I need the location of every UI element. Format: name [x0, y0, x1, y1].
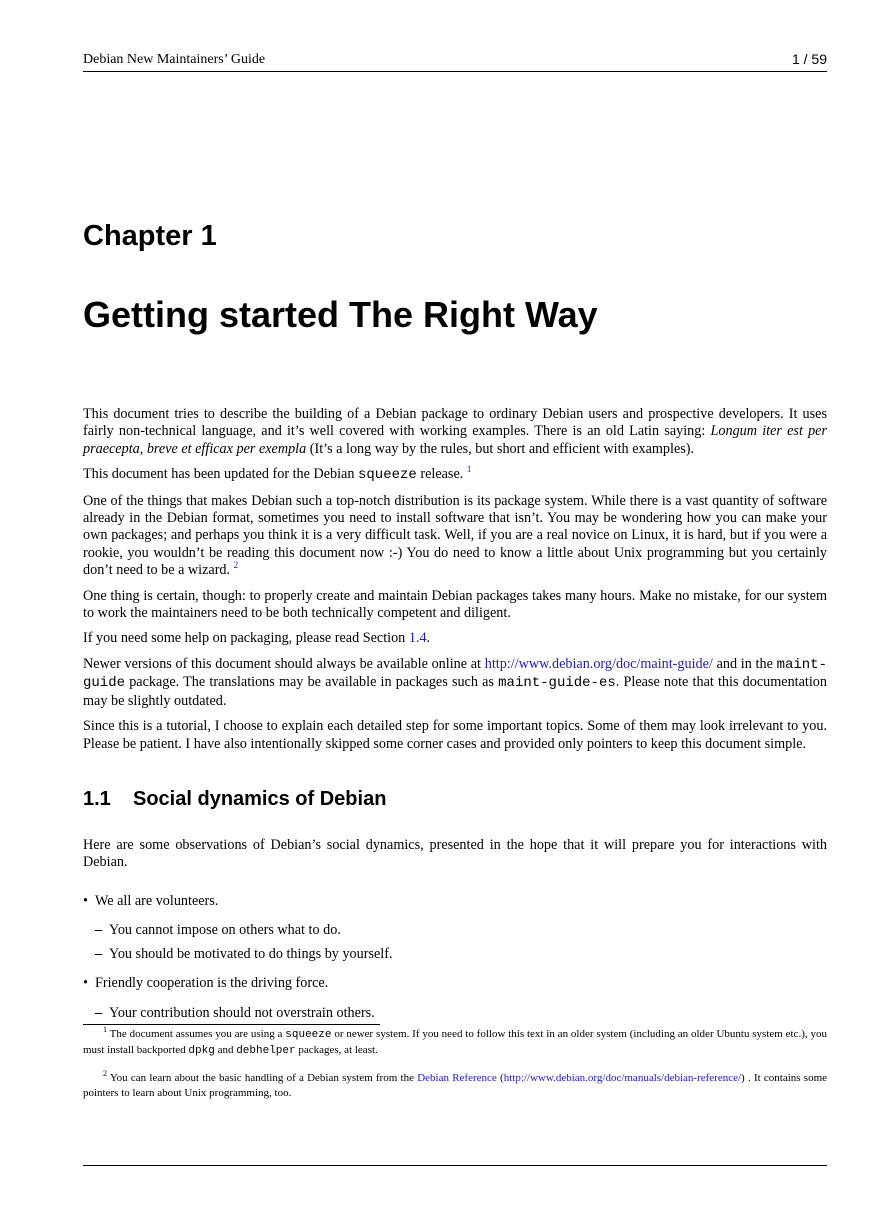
text: One of the things that makes Debian such a top-notch distribution is its package system. While there is a vast quantity of software already in the Debian format, sometimes you need to install software that isn’t. You may be wondering how you can make your own packages; and perhaps you think it is a very difficult task. Well, if you are a real novice on Linux, it is hard, but if you were a rookie, you wouldn’t be reading this document now :-) You do need to know a little about Unix programming but you certainly don’t need to be a wizard.: [83, 492, 827, 579]
list-item-text: Your contribution should not overstrain others.: [109, 1004, 375, 1021]
text: release.: [416, 466, 467, 483]
text: If you need some help on packaging, please read Section: [83, 630, 409, 647]
page-header: [83, 51, 827, 72]
sub-list-item: [83, 1005, 827, 1022]
footnote-2: [83, 1071, 827, 1100]
code-maint-guide-es: maint-guide-es: [498, 675, 616, 692]
code-dpkg: dpkg: [188, 1044, 215, 1057]
text: Newer versions of this document should always be available online at: [83, 655, 485, 672]
text: This document tries to describe the building of a Debian package to ordinary Debian users and prospective developers. It uses fairly non-technical language, and it’s well covered with working examples. There is an old Latin saying:: [83, 406, 827, 440]
text: packages, at least.: [295, 1043, 378, 1056]
chapter-body: [83, 406, 827, 761]
page-number: 1 / 59: [791, 51, 827, 67]
list-item-text: You should be motivated to do things by yourself.: [109, 945, 393, 962]
section-link[interactable]: 1.4: [408, 630, 427, 647]
footnote-ref-1[interactable]: 1: [466, 464, 472, 475]
bullet-icon: •: [83, 975, 88, 992]
maint-guide-url-link[interactable]: http://www.debian.org/doc/maint-guide/: [484, 655, 713, 672]
text: package. The translations may be available in packages such as: [125, 674, 499, 691]
footnote-ref-2[interactable]: 2: [233, 560, 239, 571]
text: (It’s a long way by the rules, but short and efficient with examples).: [306, 440, 695, 457]
footnotes: [83, 1027, 827, 1113]
dash-icon: –: [95, 1004, 103, 1021]
list-item-text: You cannot impose on others what to do.: [109, 922, 341, 939]
sub-list-item: [83, 922, 827, 939]
footnote-1: [83, 1027, 827, 1058]
text: . Please note that this documentation may be slightly outdated.: [83, 674, 827, 709]
dash-icon: –: [95, 922, 103, 939]
code-squeeze: squeeze: [285, 1029, 332, 1041]
paragraph-release: [83, 466, 827, 484]
latin-quote: Longum iter est per praecepta, breve et efficax per exempla: [83, 423, 828, 457]
observations-list: [83, 893, 827, 1022]
list-item-text: Friendly cooperation is the driving force.: [95, 975, 329, 992]
section-number: 1.1: [83, 788, 111, 810]
text: (: [496, 1072, 504, 1084]
list-item: [83, 893, 827, 910]
document-title: Debian New Maintainers’ Guide: [83, 52, 266, 67]
paragraph-certain: One thing is certain, though: to properly create and maintain Debian packages takes many hours. Make no mistake, for our system to work the maintainers need to be both technically competent and diligent.: [83, 587, 827, 622]
paragraph-tutorial: Since this is a tutorial, I choose to explain each detailed step for some important topics. Some of them may look irrelevant to you. Please be patient. I have also intentionally skipped some corner cases and provided only pointers to keep this document simple.: [83, 718, 827, 752]
sub-list-item: [83, 946, 827, 963]
text: and in the: [712, 655, 777, 672]
text: You can learn about the basic handling of a Debian system from the: [107, 1072, 418, 1084]
text: This document has been updated for the Debian: [83, 466, 358, 483]
code-squeeze: squeeze: [358, 467, 417, 484]
debian-reference-link[interactable]: Debian Reference: [417, 1072, 497, 1084]
paragraph-help: [83, 630, 827, 647]
section-intro: Here are some observations of Debian’s social dynamics, presented in the hope that it will prepare you for interactions with Debian.: [83, 837, 827, 871]
debian-reference-url-link[interactable]: http://www.debian.org/doc/manuals/debian-reference/: [503, 1072, 742, 1084]
page-footer-rule: [83, 1165, 827, 1166]
paragraph-intro: [83, 406, 827, 458]
text: and: [214, 1043, 237, 1056]
section-title: Social dynamics of Debian: [133, 788, 387, 810]
section-heading: [83, 788, 386, 811]
footnote-mark-1: 1: [103, 1025, 107, 1034]
dash-icon: –: [95, 945, 103, 962]
paragraph-package-system: [83, 493, 827, 580]
code-debhelper: debhelper: [236, 1044, 296, 1057]
paragraph-newer-versions: [83, 656, 827, 710]
chapter-title: Getting started The Right Way: [83, 294, 598, 335]
text: The document assumes you are using a: [107, 1028, 286, 1040]
text: or newer system. If you need to follow this text in an older system (including an older Ubuntu system etc.), you must install backported: [83, 1028, 827, 1056]
section-intro-block: [83, 837, 827, 872]
footnote-mark-2: 2: [103, 1069, 107, 1078]
bullet-icon: •: [83, 893, 88, 909]
chapter-label: Chapter 1: [83, 220, 217, 252]
text: ) . It contains some pointers to learn about Unix programming, too.: [83, 1072, 828, 1099]
footnote-divider: [83, 1024, 380, 1025]
text: .: [426, 630, 431, 647]
list-item: [83, 975, 827, 992]
list-item-text: We all are volunteers.: [95, 893, 219, 909]
code-maint-guide: maint-guide: [83, 656, 827, 692]
